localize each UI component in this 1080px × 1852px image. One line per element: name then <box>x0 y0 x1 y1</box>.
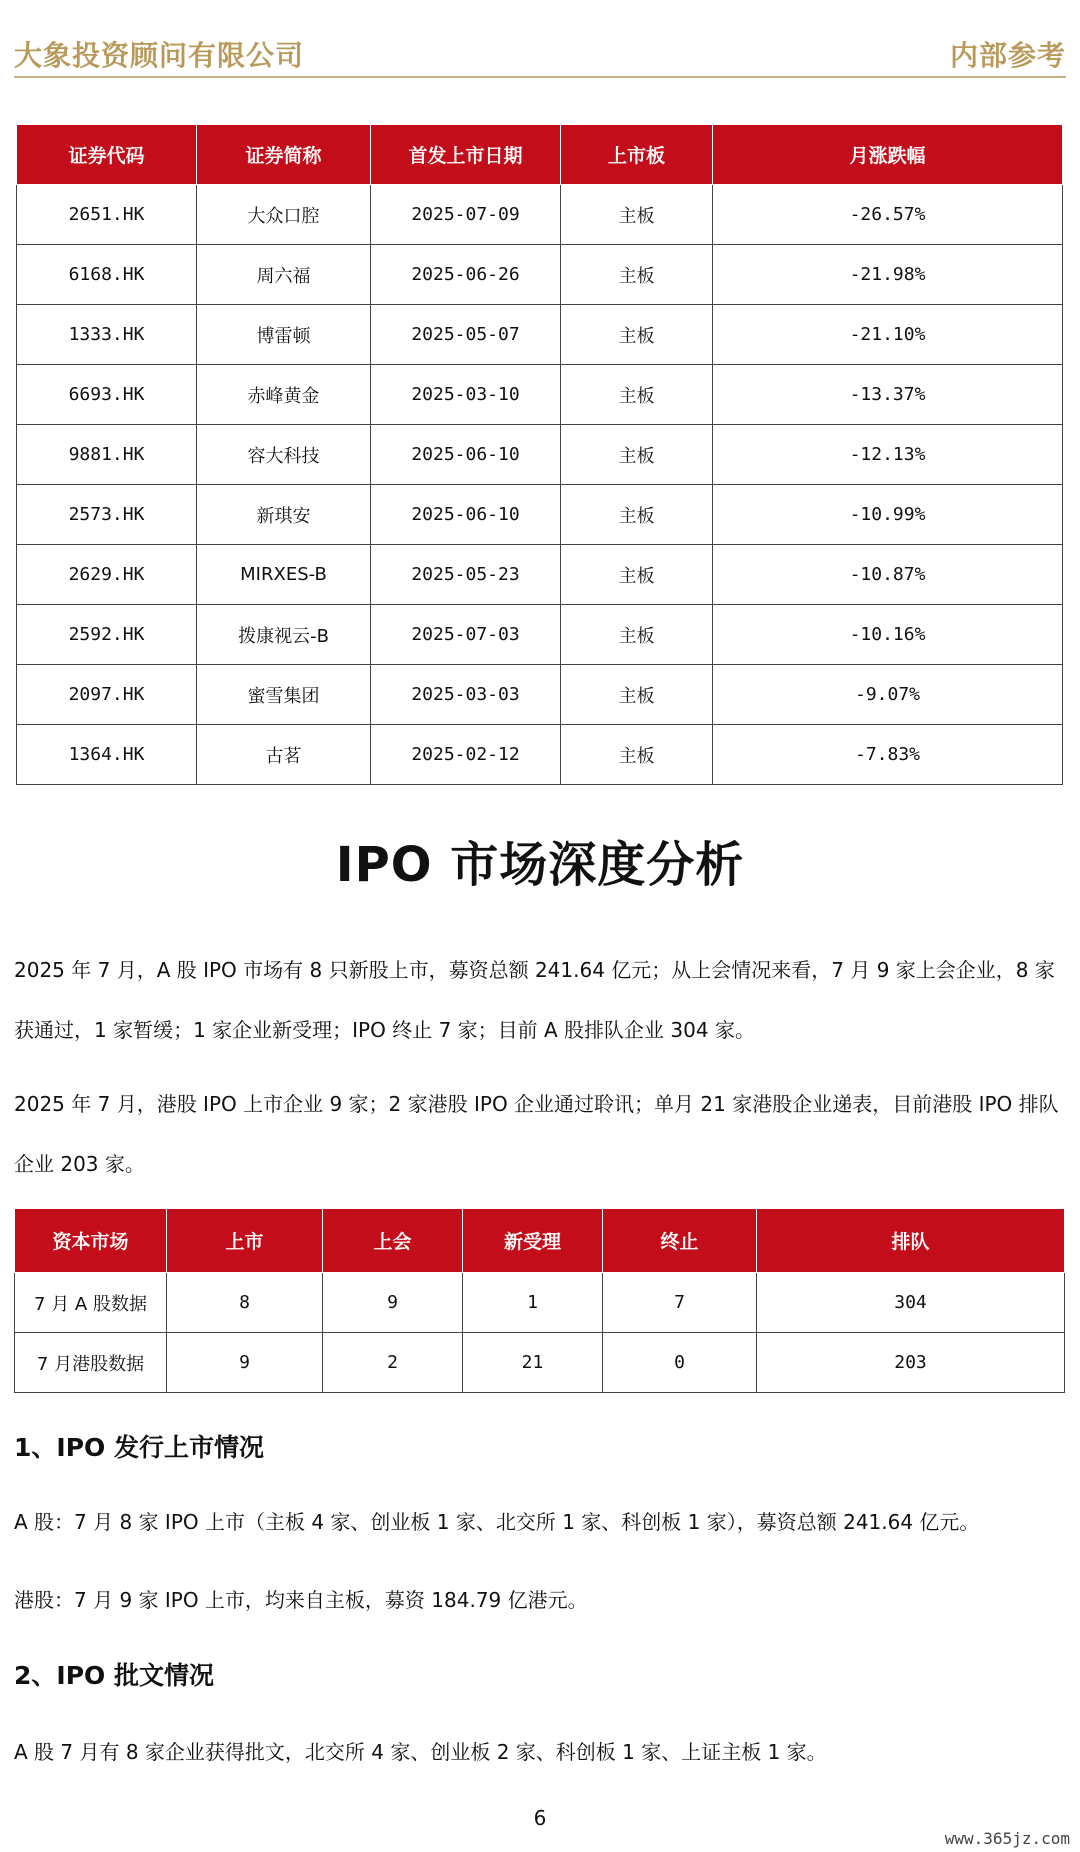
cell-board: 主板 <box>561 485 713 545</box>
text-a-share-approval: A 股 7 月有 8 家企业获得批文，北交所 4 家、创业板 2 家、科创板 1 家、上证主板 1 家。 <box>14 1740 827 1764</box>
column-header-listing-date: 首发上市日期 <box>371 125 561 185</box>
cell-code: 2629.HK <box>17 545 197 605</box>
internal-reference-tag: 内部参考 <box>949 39 1066 72</box>
cell-board: 主板 <box>561 725 713 785</box>
cell-name: 古茗 <box>197 725 371 785</box>
text-hk-listing: 港股：7 月 9 家 IPO 上市，均来自主板，募资 184.79 亿港元。 <box>14 1588 588 1612</box>
cell-name: 容大科技 <box>197 425 371 485</box>
cell-monthly-change: -21.10% <box>713 305 1063 365</box>
section-title: IPO 市场深度分析 <box>335 837 745 893</box>
cell-terminated: 0 <box>603 1333 757 1393</box>
table-row <box>15 1333 1065 1393</box>
cell-name: 拨康视云-B <box>197 605 371 665</box>
column-header-listed: 上市 <box>167 1209 323 1273</box>
cell-code: 6693.HK <box>17 365 197 425</box>
cell-board: 主板 <box>561 365 713 425</box>
cell-newly-accepted: 1 <box>463 1273 603 1333</box>
cell-monthly-change: -9.07% <box>713 665 1063 725</box>
cell-listed: 9 <box>167 1333 323 1393</box>
table-row <box>17 425 1063 485</box>
cell-listing-date: 2025-06-10 <box>371 485 561 545</box>
cell-monthly-change: -10.87% <box>713 545 1063 605</box>
cell-code: 2592.HK <box>17 605 197 665</box>
cell-queued: 304 <box>757 1273 1065 1333</box>
cell-hearing: 9 <box>323 1273 463 1333</box>
table-row <box>17 485 1063 545</box>
cell-hearing: 2 <box>323 1333 463 1393</box>
cell-name: 周六福 <box>197 245 371 305</box>
cell-board: 主板 <box>561 305 713 365</box>
cell-monthly-change: -10.16% <box>713 605 1063 665</box>
page-header <box>14 34 1066 78</box>
cell-name: 博雷顿 <box>197 305 371 365</box>
cell-terminated: 7 <box>603 1273 757 1333</box>
cell-code: 2097.HK <box>17 665 197 725</box>
cell-newly-accepted: 21 <box>463 1333 603 1393</box>
column-header-monthly-change: 月涨跌幅 <box>713 125 1063 185</box>
table-row <box>17 245 1063 305</box>
subsection-title-approval: 2、IPO 批文情况 <box>14 1661 214 1690</box>
cell-code: 9881.HK <box>17 425 197 485</box>
cell-monthly-change: -26.57% <box>713 185 1063 245</box>
cell-queued: 203 <box>757 1333 1065 1393</box>
market-summary-table <box>14 1208 1065 1393</box>
cell-name: 赤峰黄金 <box>197 365 371 425</box>
cell-name: 蜜雪集团 <box>197 665 371 725</box>
cell-name: 新琪安 <box>197 485 371 545</box>
column-header-terminated: 终止 <box>603 1209 757 1273</box>
watermark: www.365jz.com <box>944 1829 1070 1848</box>
cell-monthly-change: -10.99% <box>713 485 1063 545</box>
table-header-row <box>17 125 1063 185</box>
cell-monthly-change: -12.13% <box>713 425 1063 485</box>
cell-board: 主板 <box>561 605 713 665</box>
cell-code: 1333.HK <box>17 305 197 365</box>
cell-code: 2651.HK <box>17 185 197 245</box>
paragraph-hk-share: 2025 年 7 月，港股 IPO 上市企业 9 家；2 家港股 IPO 企业通过聆讯；单月 21 家港股企业递表，目前港股 IPO 排队企业 203 家。 <box>14 1092 1059 1176</box>
table-row <box>17 545 1063 605</box>
cell-code: 2573.HK <box>17 485 197 545</box>
column-header-name: 证券简称 <box>197 125 371 185</box>
cell-monthly-change: -7.83% <box>713 725 1063 785</box>
column-header-board: 上市板 <box>561 125 713 185</box>
stock-performance-table <box>16 124 1063 785</box>
company-name: 大象投资顾问有限公司 <box>14 39 305 72</box>
column-header-code: 证券代码 <box>17 125 197 185</box>
cell-listing-date: 2025-02-12 <box>371 725 561 785</box>
table-row <box>17 605 1063 665</box>
table-row <box>17 305 1063 365</box>
table-header-row <box>15 1209 1065 1273</box>
cell-listing-date: 2025-03-03 <box>371 665 561 725</box>
cell-code: 6168.HK <box>17 245 197 305</box>
cell-monthly-change: -21.98% <box>713 245 1063 305</box>
column-header-queued: 排队 <box>757 1209 1065 1273</box>
cell-listed: 8 <box>167 1273 323 1333</box>
cell-listing-date: 2025-03-10 <box>371 365 561 425</box>
cell-listing-date: 2025-07-03 <box>371 605 561 665</box>
subsection-title-listing: 1、IPO 发行上市情况 <box>14 1433 264 1462</box>
cell-listing-date: 2025-05-07 <box>371 305 561 365</box>
column-header-newly-accepted: 新受理 <box>463 1209 603 1273</box>
cell-code: 1364.HK <box>17 725 197 785</box>
cell-listing-date: 2025-07-09 <box>371 185 561 245</box>
cell-market: 7 月港股数据 <box>15 1333 167 1393</box>
cell-listing-date: 2025-05-23 <box>371 545 561 605</box>
cell-name: MIRXES-B <box>197 545 371 605</box>
column-header-market: 资本市场 <box>15 1209 167 1273</box>
table-row <box>17 725 1063 785</box>
table-row <box>15 1273 1065 1333</box>
cell-listing-date: 2025-06-26 <box>371 245 561 305</box>
cell-market: 7 月 A 股数据 <box>15 1273 167 1333</box>
table-row <box>17 365 1063 425</box>
table-row <box>17 665 1063 725</box>
paragraph-a-share: 2025 年 7 月，A 股 IPO 市场有 8 只新股上市，募资总额 241.64 亿元；从上会情况来看，7 月 9 家上会企业，8 家获通过，1 家暂缓；1 家企业新受理；IPO 终止 7 家；目前 A 股排队企业 304 家。 <box>14 958 1055 1042</box>
cell-board: 主板 <box>561 665 713 725</box>
cell-board: 主板 <box>561 185 713 245</box>
cell-listing-date: 2025-06-10 <box>371 425 561 485</box>
cell-board: 主板 <box>561 545 713 605</box>
page-number: 6 <box>533 1806 547 1830</box>
table-row <box>17 185 1063 245</box>
cell-name: 大众口腔 <box>197 185 371 245</box>
column-header-hearing: 上会 <box>323 1209 463 1273</box>
cell-board: 主板 <box>561 245 713 305</box>
cell-monthly-change: -13.37% <box>713 365 1063 425</box>
text-a-share-listing: A 股：7 月 8 家 IPO 上市（主板 4 家、创业板 1 家、北交所 1 家、科创板 1 家），募资总额 241.64 亿元。 <box>14 1510 980 1534</box>
cell-board: 主板 <box>561 425 713 485</box>
